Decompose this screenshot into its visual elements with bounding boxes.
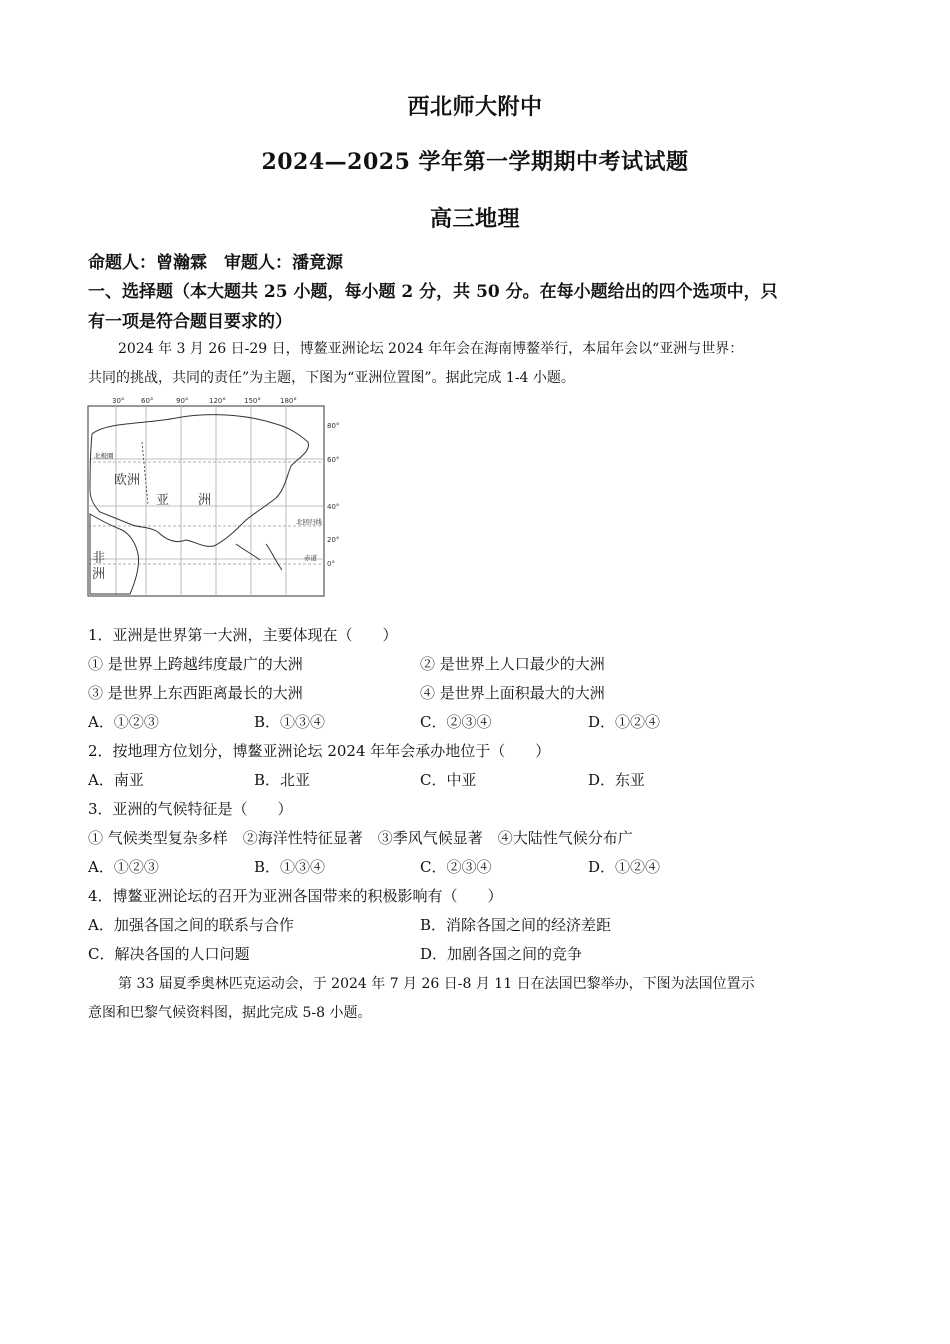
question-1-option-d[interactable]: D．①②④ bbox=[588, 713, 661, 731]
question-2-option-a[interactable]: A．南亚 bbox=[88, 771, 144, 789]
question-1-statement-1: ① 是世界上跨越纬度最广的大洲 bbox=[88, 655, 303, 673]
question-2-stem: 2．按地理方位划分，博鳌亚洲论坛 2024 年年会承办地位于（ ） bbox=[88, 742, 551, 760]
map-label-lon-90: 90° bbox=[176, 397, 189, 405]
map-label-lat-20: 20° bbox=[327, 536, 340, 544]
map-region-europe: 欧洲 bbox=[114, 473, 141, 488]
section-heading-line1: 一、选择题（本大题共 25 小题，每小题 2 分，共 50 分。在每小题给出的四个选项中，只 bbox=[88, 282, 778, 302]
question-2-option-b[interactable]: B．北亚 bbox=[254, 771, 311, 789]
map-label-lon-120: 120° bbox=[209, 397, 226, 405]
question-4-stem: 4．博鳌亚洲论坛的召开为亚洲各国带来的积极影响有（ ） bbox=[88, 887, 503, 905]
intro2-line1: 第 33 届夏季奥林匹克运动会，于 2024 年 7 月 26 日-8 月 11 日在法国巴黎举办，下图为法国位置示 bbox=[118, 976, 755, 992]
map-region-asia-2: 洲 bbox=[198, 493, 212, 508]
question-2-option-c[interactable]: C．中亚 bbox=[420, 771, 477, 789]
intro2-line2: 意图和巴黎气候资料图，据此完成 5-8 小题。 bbox=[88, 1005, 372, 1021]
map-label-lat-40: 40° bbox=[327, 503, 340, 511]
question-4-option-d[interactable]: D．加剧各国之间的竞争 bbox=[420, 945, 583, 963]
question-4-option-c[interactable]: C．解决各国的人口问题 bbox=[88, 945, 250, 963]
question-3-option-b[interactable]: B．①③④ bbox=[254, 858, 326, 876]
school-title: 西北师大附中 bbox=[407, 94, 543, 120]
map-arctic-circle-label: 北极圈 bbox=[94, 452, 114, 460]
question-3-option-a[interactable]: A．①②③ bbox=[88, 858, 159, 876]
intro1-line2: 共同的挑战，共同的责任”为主题，下图为“亚洲位置图”。据此完成 1-4 小题。 bbox=[88, 370, 575, 386]
map-label-lat-60: 60° bbox=[327, 456, 340, 464]
question-2-option-d[interactable]: D．东亚 bbox=[588, 771, 646, 789]
question-4-option-a[interactable]: A．加强各国之间的联系与合作 bbox=[88, 916, 294, 934]
map-label-lat-80: 80° bbox=[327, 422, 340, 430]
question-1-option-a[interactable]: A．①②③ bbox=[88, 713, 159, 731]
question-1-statement-3: ③ 是世界上东西距离最长的大洲 bbox=[88, 684, 303, 702]
authors: 命题人：曾瀚霖 审题人：潘竟源 bbox=[88, 253, 343, 273]
question-3-option-d[interactable]: D．①②④ bbox=[588, 858, 661, 876]
question-3-statements: ① 气候类型复杂多样 ②海洋性特征显著 ③季风气候显著 ④大陆性气候分布广 bbox=[88, 829, 633, 847]
question-1-statement-4: ④ 是世界上面积最大的大洲 bbox=[420, 684, 605, 702]
exam-title: 2024—2025 学年第一学期期中考试试题 bbox=[261, 149, 689, 175]
question-1-option-c[interactable]: C．②③④ bbox=[420, 713, 492, 731]
map-label-lat-0: 0° bbox=[327, 560, 335, 568]
section-heading-line2: 有一项是符合题目要求的） bbox=[88, 312, 292, 332]
subject-title: 高三地理 bbox=[429, 206, 520, 232]
question-1-stem: 1．亚洲是世界第一大洲，主要体现在（ ） bbox=[88, 626, 398, 644]
map-region-asia-1: 亚 bbox=[156, 493, 170, 508]
map-region-africa-1: 非 bbox=[92, 551, 106, 566]
map-label-lon-150: 150° bbox=[244, 397, 261, 405]
map-region-africa-2: 洲 bbox=[92, 567, 106, 582]
question-1-statement-2: ② 是世界上人口最少的大洲 bbox=[420, 655, 605, 673]
question-3-stem: 3．亚洲的气候特征是（ ） bbox=[88, 800, 293, 818]
map-tropic-label: 北回归线 bbox=[296, 518, 322, 526]
question-3-option-c[interactable]: C．②③④ bbox=[420, 858, 492, 876]
map-label-lon-30: 30° bbox=[112, 397, 125, 405]
question-4-option-b[interactable]: B．消除各国之间的经济差距 bbox=[420, 916, 612, 934]
map-label-lon-60: 60° bbox=[141, 397, 154, 405]
map-equator-label: 赤道 bbox=[304, 554, 317, 562]
map-label-lon-180: 180° bbox=[280, 397, 297, 405]
asia-location-map bbox=[86, 394, 356, 599]
intro1-line1: 2024 年 3 月 26 日-29 日，博鳌亚洲论坛 2024 年年会在海南博鳌举行，本届年会以“亚洲与世界： bbox=[118, 341, 744, 357]
question-1-option-b[interactable]: B．①③④ bbox=[254, 713, 326, 731]
